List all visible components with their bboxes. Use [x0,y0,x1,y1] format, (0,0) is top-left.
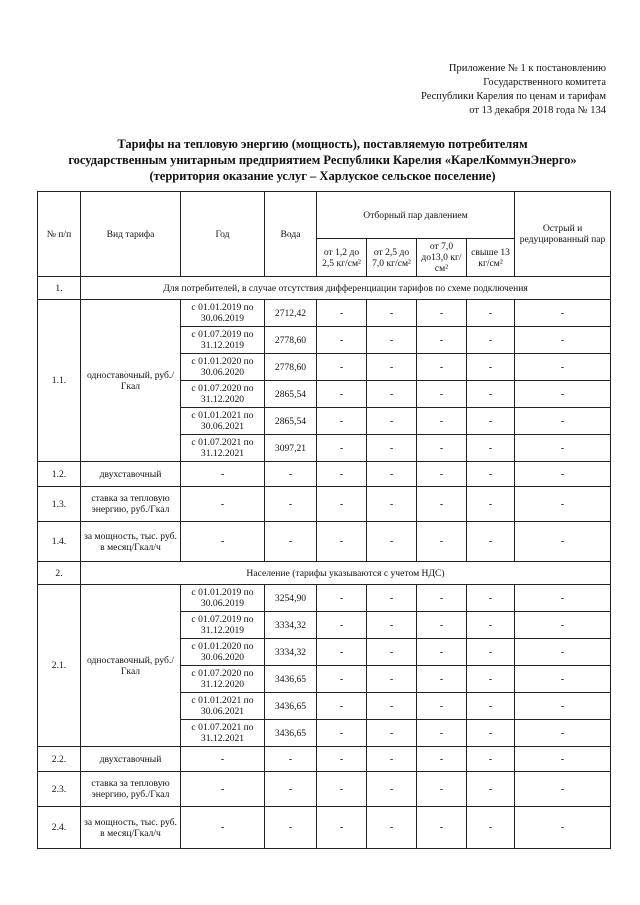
header-pressure-3: от 7,0 до13,0 кг/см² [417,239,467,277]
value-cell: - [317,381,367,408]
value-cell: - [317,693,367,720]
row-number: 1. [38,277,81,300]
value-cell: - [367,720,417,747]
value-cell: - [417,300,467,327]
period: с 01.07.2020 по 31.12.2020 [181,666,265,693]
value-cell: - [515,612,611,639]
value-cell: - [367,327,417,354]
value-cell: - [317,639,367,666]
value-cell: - [515,381,611,408]
value-cell: - [367,747,417,772]
value-cell: - [367,408,417,435]
tariff-type: двухставочный [81,747,181,772]
value-cell: - [317,807,367,849]
value-cell: - [467,408,515,435]
value-cell: - [367,435,417,462]
value-cell: - [417,666,467,693]
water-value: 2778,60 [265,327,317,354]
period: с 01.07.2020 по 31.12.2020 [181,381,265,408]
value-cell: - [467,462,515,487]
title-line: Тарифы на тепловую энергию (мощность), поставляемую потребителям [117,137,528,151]
row-number: 2.2. [38,747,81,772]
tariff-type: двухставочный [81,462,181,487]
value-cell: - [467,639,515,666]
value-cell: - [367,693,417,720]
table-row [38,522,611,562]
value-cell: - [317,772,367,807]
value-cell: - [515,585,611,612]
value-cell: - [265,747,317,772]
value-cell: - [467,585,515,612]
value-cell: - [467,666,515,693]
value-cell: - [417,585,467,612]
value-cell: - [467,354,515,381]
value-cell: - [317,612,367,639]
value-cell: - [467,693,515,720]
water-value: 2712,42 [265,300,317,327]
value-cell: - [417,807,467,849]
value-cell: - [265,462,317,487]
value-cell: - [417,327,467,354]
row-number: 1.4. [38,522,81,562]
period: с 01.07.2021 по 31.12.2021 [181,435,265,462]
value-cell: - [317,747,367,772]
value-cell: - [367,772,417,807]
appendix-line: Приложение № 1 к постановлению [448,63,606,74]
value-cell: - [367,807,417,849]
value-cell: - [417,354,467,381]
value-cell: - [467,612,515,639]
period: с 01.01.2020 по 30.06.2020 [181,354,265,381]
value-cell: - [515,772,611,807]
water-value: 3436,65 [265,666,317,693]
water-value: 3334,32 [265,639,317,666]
title-line: государственным унитарным предприятием Республики Карелия «КарелКоммунЭнерго» [68,153,577,167]
value-cell: - [467,300,515,327]
value-cell: - [317,522,367,562]
value-cell: - [515,522,611,562]
appendix-line: Республики Карелия по ценам и тарифам [421,91,606,102]
period: с 01.07.2019 по 31.12.2019 [181,327,265,354]
value-cell: - [317,720,367,747]
water-value: 3097,21 [265,435,317,462]
water-value: 2778,60 [265,354,317,381]
value-cell: - [367,354,417,381]
value-cell: - [367,462,417,487]
value-cell: - [181,807,265,849]
value-cell: - [367,612,417,639]
table-row [38,300,611,327]
value-cell: - [417,612,467,639]
water-value: 2865,54 [265,381,317,408]
tariff-type: за мощность, тыс. руб. в месяц/Гкал/ч [81,522,181,562]
section-title: Для потребителей, в случае отсутствия дифференциации тарифов по схеме подключения [81,277,611,300]
tariff-type: одноставочный, руб./Гкал [81,300,181,462]
section-row [38,562,611,585]
value-cell: - [317,300,367,327]
tariff-type: за мощность, тыс. руб. в месяц/Гкал/ч [81,807,181,849]
value-cell: - [515,807,611,849]
value-cell: - [317,487,367,522]
header-tariff-type: Вид тарифа [81,192,181,277]
value-cell: - [417,772,467,807]
table-row [38,747,611,772]
period: с 01.01.2019 по 30.06.2019 [181,300,265,327]
row-number: 1.2. [38,462,81,487]
value-cell: - [367,300,417,327]
value-cell: - [265,522,317,562]
value-cell: - [467,720,515,747]
value-cell: - [515,720,611,747]
value-cell: - [317,327,367,354]
header-number: № п/п [38,192,81,277]
section-title: Население (тарифы указываются с учетом НДС) [81,562,611,585]
value-cell: - [367,666,417,693]
value-cell: - [317,435,367,462]
value-cell: - [367,585,417,612]
value-cell: - [265,772,317,807]
value-cell: - [515,487,611,522]
value-cell: - [467,435,515,462]
period: с 01.01.2021 по 30.06.2021 [181,408,265,435]
value-cell: - [467,381,515,408]
row-number: 1.1. [38,300,81,462]
value-cell: - [265,807,317,849]
value-cell: - [317,462,367,487]
row-number: 2.3. [38,772,81,807]
value-cell: - [467,747,515,772]
value-cell: - [515,354,611,381]
period: с 01.07.2019 по 31.12.2019 [181,612,265,639]
value-cell: - [317,354,367,381]
value-cell: - [467,522,515,562]
value-cell: - [417,487,467,522]
section-row [38,277,611,300]
value-cell: - [417,408,467,435]
table-row [38,772,611,807]
title-line: (территория оказание услуг – Харлуское сельское поселение) [149,169,496,183]
row-number: 1.3. [38,487,81,522]
value-cell: - [417,747,467,772]
value-cell: - [317,666,367,693]
value-cell: - [417,462,467,487]
value-cell: - [467,327,515,354]
value-cell: - [417,639,467,666]
appendix-line: Государственного комитета [483,77,606,88]
value-cell: - [515,693,611,720]
tariff-type: ставка за тепловую энергию, руб./Гкал [81,772,181,807]
header-sharp-steam: Острый и редуцированный пар [515,192,611,277]
value-cell: - [515,462,611,487]
value-cell: - [317,585,367,612]
value-cell: - [467,772,515,807]
row-number: 2.1. [38,585,81,747]
header-pressure-1: от 1,2 до 2,5 кг/см² [317,239,367,277]
value-cell: - [515,639,611,666]
water-value: 3436,65 [265,693,317,720]
header-year: Год [181,192,265,277]
tariff-table [37,191,611,849]
tariff-type: ставка за тепловую энергию, руб./Гкал [81,487,181,522]
header-steam: Отборный пар давлением [317,192,515,239]
document-title [40,136,605,184]
tariff-type: одноставочный, руб./Гкал [81,585,181,747]
value-cell: - [317,408,367,435]
period: с 01.01.2020 по 30.06.2020 [181,639,265,666]
value-cell: - [515,300,611,327]
value-cell: - [417,522,467,562]
value-cell: - [181,772,265,807]
value-cell: - [467,807,515,849]
header-pressure-4: свыше 13 кг/см² [467,239,515,277]
period: с 01.01.2021 по 30.06.2021 [181,693,265,720]
header-pressure-2: от 2,5 до 7,0 кг/см² [367,239,417,277]
table-row [38,462,611,487]
table-row [38,487,611,522]
value-cell: - [367,381,417,408]
value-cell: - [515,747,611,772]
value-cell: - [515,408,611,435]
value-cell: - [417,381,467,408]
water-value: 2865,54 [265,408,317,435]
value-cell: - [367,487,417,522]
value-cell: - [467,487,515,522]
value-cell: - [367,522,417,562]
water-value: 3254,90 [265,585,317,612]
table-row [38,585,611,612]
value-cell: - [515,666,611,693]
appendix-line: от 13 декабря 2018 года № 134 [469,105,606,116]
value-cell: - [181,522,265,562]
table-row [38,807,611,849]
water-value: 3334,32 [265,612,317,639]
value-cell: - [417,720,467,747]
appendix-note [421,62,606,118]
row-number: 2. [38,562,81,585]
value-cell: - [181,487,265,522]
value-cell: - [515,435,611,462]
value-cell: - [181,747,265,772]
row-number: 2.4. [38,807,81,849]
value-cell: - [181,462,265,487]
period: с 01.01.2019 по 30.06.2019 [181,585,265,612]
value-cell: - [367,639,417,666]
header-water: Вода [265,192,317,277]
value-cell: - [515,327,611,354]
value-cell: - [265,487,317,522]
value-cell: - [417,435,467,462]
period: с 01.07.2021 по 31.12.2021 [181,720,265,747]
value-cell: - [417,693,467,720]
water-value: 3436,65 [265,720,317,747]
